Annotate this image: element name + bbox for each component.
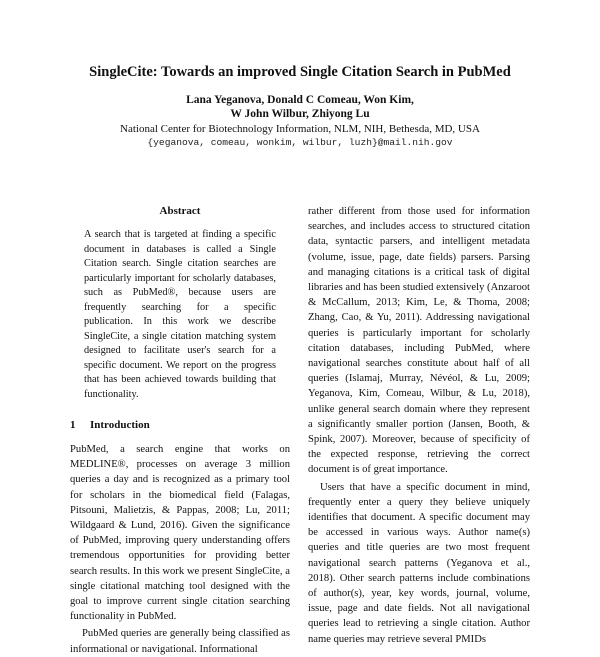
section-title: Introduction <box>90 419 150 431</box>
affiliation: National Center for Biotechnology Information, NLM, NIH, Bethesda, MD, USA <box>120 123 480 135</box>
intro-paragraph-2: PubMed queries are generally being classified as informational or navigational. Informational <box>70 628 290 655</box>
authors-line-1: Lana Yeganova, Donald C Comeau, Won Kim, <box>186 94 414 106</box>
right-paragraph-2: Users that have a specific document in mind, frequently enter a query they believe uniquely identifies that document. A specific document may be accessed in various ways. Author name(s) queries and title queries are two most frequent navigational search patterns (Yeganova et al., 2018). Other search patterns include combinations of author(s), year, key words, journal, volume, issue, page and date fields. Not all navigational queries lead to retrieving a single citation. Author name queries may retrieve several PMIDs <box>308 481 530 645</box>
authors-line-2: W John Wilbur, Zhiyong Lu <box>230 108 370 120</box>
section-number: 1 <box>70 419 76 431</box>
right-column <box>308 204 530 647</box>
abstract-heading: Abstract <box>159 205 201 217</box>
intro-paragraph-1: PubMed, a search engine that works on MEDLINE®, processes on average 3 million queries a day and is recognized as a primary tool for scholars in the biomedical field (Falagas, Pitsouni, Malietzis, & Pappas, 2008; Lu, 2011; Wildgaard & Lund, 2016). Given the significance of PubMed, improving query understanding offers tremendous opportunities for providing better search results. In this work we present SingleCite, a single citational matching tool designed with the goal to improve current single citation searching functionality in PubMed. <box>70 444 290 623</box>
paper-title: SingleCite: Towards an improved Single Citation Search in PubMed <box>89 64 511 80</box>
section-heading-introduction <box>70 418 290 432</box>
author-list <box>0 93 600 121</box>
left-column <box>70 204 290 657</box>
right-paragraph-1: rather different from those used for information searches, and includes access to structured citation data, syntactic parsers, and intelligent metadata (volume, issue, page, date fields) parsers. Parsing and managing citations is a critical task of digital libraries and has been studied extensively (Anzaroot & McCallum, 2013; Kim, Le, & Thoma, 2008; Zhang, Cao, & Yu, 2011). Addressing navigational queries is particularly important for scholarly citation databases, including PubMed, where navigational searches constitute about half of all queries (Islamaj, Murray, Névéol, & Lu, 2009; Yeganova, Kim, Comeau, Wilbur, & Lu, 2018), unlike general search domain where they represent a significantly smaller portion (Jansen, Booth, & Spink, 2007). Moreover, because of specificity of the expected response, retrieving the correct document is of great importance. <box>308 206 530 476</box>
author-emails: {yeganova, comeau, wonkim, wilbur, luzh}@mail.nih.gov <box>147 137 453 148</box>
abstract-text: A search that is targeted at finding a specific document in databases is called a Single Citation search. Single citation searches are particularly important for scholarly databases, such as PubMed®, because users are frequently searching for a specific publication. In this work we describe SingleCite, a single citation matching system designed to facilitate user's search for a specific document. We report on the progress that has been achieved towards building that functionality. <box>84 229 276 400</box>
